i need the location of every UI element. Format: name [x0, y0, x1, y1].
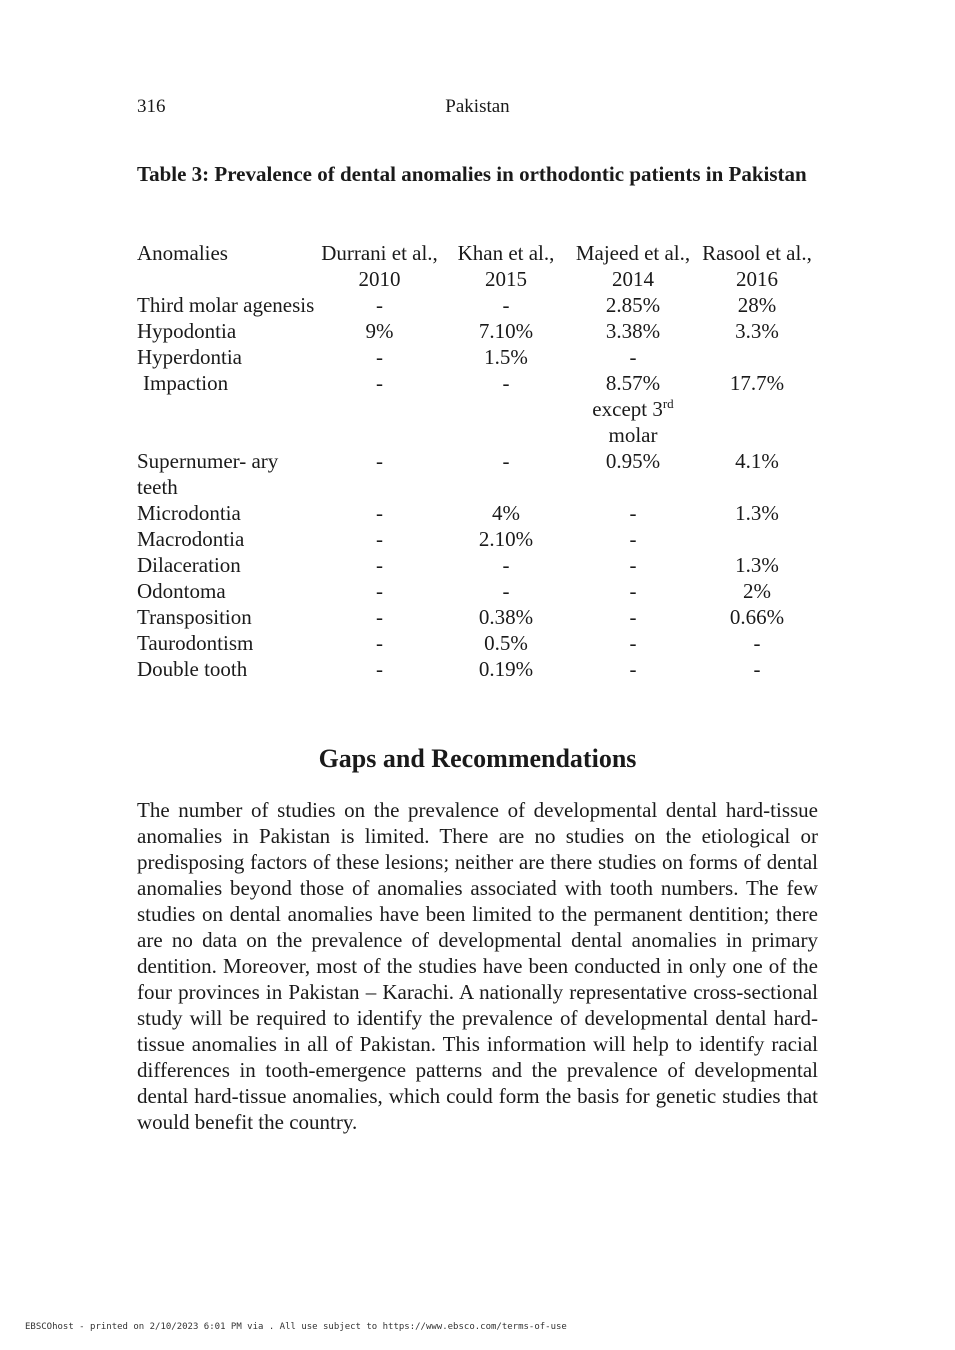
prevalence-table	[137, 240, 818, 682]
anomaly-name: Hypodontia	[137, 319, 237, 343]
section-heading: Gaps and Recommendations	[318, 744, 637, 773]
table-cell: -	[376, 293, 383, 317]
table-cell: -	[629, 657, 637, 681]
table-header-row	[137, 240, 818, 292]
table-row	[137, 526, 818, 552]
table-cell: 9%	[365, 319, 394, 343]
table-cell: -	[376, 553, 383, 577]
anomaly-name: Double tooth	[137, 657, 248, 681]
anomaly-name: Odontoma	[137, 579, 226, 603]
table-cell: -	[376, 527, 383, 551]
column-header-khan: Khan et al., 2015	[457, 241, 555, 291]
anomaly-name: Impaction	[143, 371, 229, 395]
table-cell: 2.85%	[605, 293, 661, 317]
table-row	[137, 344, 818, 370]
table-cell: -	[376, 605, 383, 629]
footer-note: EBSCOhost - printed on 2/10/2023 6:01 PM via . All use subject to https://www.ebsco.com/terms-of-use	[25, 1322, 567, 1332]
table-cell: -	[629, 579, 637, 603]
table-cell-note: molar	[608, 423, 658, 447]
table-cell: 4%	[492, 501, 520, 525]
column-header-majeed: Majeed et al., 2014	[575, 241, 691, 291]
table-cell: -	[502, 371, 510, 395]
anomaly-name: Supernumer- ary teeth	[137, 449, 279, 499]
table-cell: -	[753, 631, 761, 655]
table-cell: 3.38%	[605, 319, 661, 343]
table-cell: 0.5%	[484, 631, 528, 655]
body-paragraph: The number of studies on the prevalence of developmental dental hard-tissue anomalies in Pakistan is limited. There are no studies on the etiological or predisposing factors of these lesions; neither are there studies on forms of dental anomalies beyond those of anomalies associated with tooth numbers. The few studies on dental anomalies have been limited to the permanent dentition; there are no data on the prevalence of developmental dental anomalies in primary dentition. Moreover, most of the studies have been conducted in only one of the four provinces in Pakistan – Karachi. A nationally representative cross-sectional study will be required to identify the prevalence of developmental dental hard-tissue anomalies in all of Pakistan. This information will help to identify racial differences in tooth-emergence patterns and the prevalence of developmental dental hard-tissue anomalies, which could form the basis for genetic studies that would benefit the country.	[137, 798, 818, 1134]
column-header-anomalies: Anomalies	[137, 241, 228, 265]
table-cell: 0.66%	[729, 605, 785, 629]
table-row	[137, 448, 818, 500]
table-cell: -	[376, 345, 383, 369]
note-text: except 3	[592, 397, 663, 421]
table-cell: -	[376, 579, 383, 603]
table-cell: -	[502, 293, 510, 317]
running-head: Pakistan	[445, 96, 510, 117]
table-cell-impaction-majeed	[570, 370, 696, 448]
table-row	[137, 500, 818, 526]
table-cell: -	[629, 345, 637, 369]
table-cell: 3.3%	[735, 319, 779, 343]
anomaly-name: Hyperdontia	[137, 345, 242, 369]
table-row	[137, 292, 818, 318]
table-cell: 4.1%	[735, 449, 779, 473]
table-row	[137, 604, 818, 630]
column-header-rasool: Rasool et al., 2016	[702, 241, 812, 291]
table-cell: 17.7%	[729, 371, 785, 395]
table-caption: Table 3: Prevalence of dental anomalies in orthodontic patients in Pakistan	[137, 162, 807, 186]
table-cell: 0.19%	[478, 657, 534, 681]
anomaly-name: Microdontia	[137, 501, 241, 525]
table-row	[137, 656, 818, 682]
table-cell: 2%	[743, 579, 771, 603]
table-cell-note	[570, 396, 696, 422]
table-cell: 0.95%	[605, 449, 661, 473]
table-cell: -	[629, 527, 637, 551]
table-cell: -	[376, 501, 383, 525]
page-header	[137, 96, 818, 122]
table-cell: 2.10%	[478, 527, 534, 551]
table-cell: -	[376, 371, 383, 395]
table-cell: 1.3%	[735, 553, 779, 577]
table-cell: -	[502, 579, 510, 603]
table-cell: -	[753, 657, 761, 681]
table-row	[137, 552, 818, 578]
anomaly-name: Taurodontism	[137, 631, 254, 655]
table-cell: -	[629, 501, 637, 525]
anomaly-name: Third molar agenesis	[137, 293, 315, 317]
table-cell: 0.38%	[478, 605, 534, 629]
table-cell: 1.5%	[484, 345, 528, 369]
table-cell: -	[502, 449, 510, 473]
table-cell: -	[502, 553, 510, 577]
table-cell: -	[629, 605, 637, 629]
table-row	[137, 318, 818, 344]
table-cell	[696, 526, 818, 552]
table-cell: -	[376, 449, 383, 473]
table-cell: -	[629, 631, 637, 655]
table-cell: -	[376, 657, 383, 681]
table-cell: -	[629, 553, 637, 577]
anomaly-name: Transposition	[137, 605, 252, 629]
anomaly-name: Macrodontia	[137, 527, 245, 551]
table-cell	[696, 344, 818, 370]
table-cell: 28%	[737, 293, 777, 317]
column-header-durrani: Durrani et al., 2010	[321, 241, 438, 291]
table-cell: 7.10%	[478, 319, 534, 343]
table-cell: 1.3%	[735, 501, 779, 525]
table-row	[137, 578, 818, 604]
anomaly-name: Dilaceration	[137, 553, 241, 577]
table-cell: -	[376, 631, 383, 655]
table-row	[137, 630, 818, 656]
table-row	[137, 370, 818, 448]
page-number: 316	[137, 96, 166, 117]
note-superscript: rd	[662, 396, 674, 411]
table-cell-value: 8.57%	[605, 371, 661, 395]
